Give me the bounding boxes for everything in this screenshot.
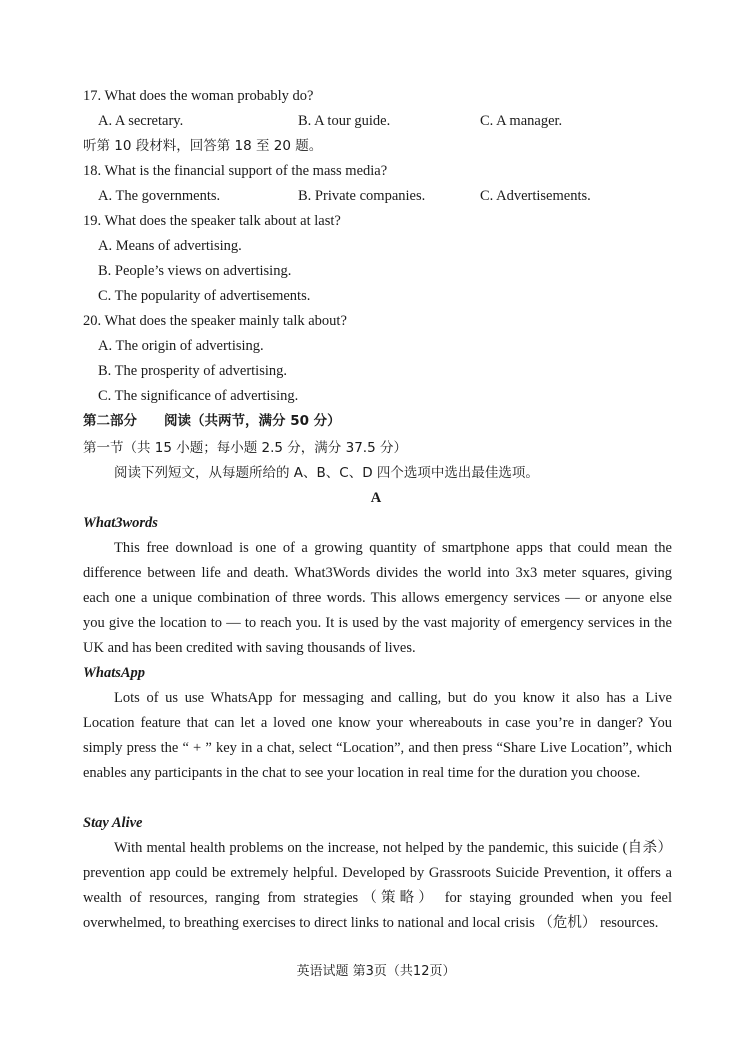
q20-option-b: B. The prosperity of advertising. <box>98 363 288 379</box>
q17-option-a: A. A secretary. <box>98 113 184 129</box>
reading-instruction: 阅读下列短文，从每题所给的 A、B、C、D 四个选项中选出最佳选项。 <box>114 465 539 481</box>
part-two-title: 第二部分 阅读（共两节，满分 50 分） <box>83 413 341 429</box>
app-title-what3words: What3words <box>83 515 158 531</box>
section-one-title: 第一节（共 15 小题；每小题 2.5 分，满分 37.5 分） <box>83 440 407 456</box>
app-body-stay-alive: With mental health problems on the increase, not helped by the pandemic, this suicide (自杀） prevention app could be extremely helpful. Developed by Grassroots Suicide Prevention, it offers a wealth of resources, ranging from strategies（策略） for staying grounded when you feel overwhelmed, to breathing exercises to direct links to national and local crisis （危机） resources. <box>83 840 672 931</box>
q19-option-a: A. Means of advertising. <box>98 238 242 254</box>
passage-label: A <box>370 490 382 506</box>
question-17: 17. What does the woman probably do? <box>83 88 314 104</box>
question-20: 20. What does the speaker mainly talk about? <box>83 313 347 329</box>
q20-option-c: C. The significance of advertising. <box>98 388 299 404</box>
q18-option-c: C. Advertisements. <box>480 188 591 204</box>
question-18: 18. What is the financial support of the mass media? <box>83 163 388 179</box>
app-title-stay-alive: Stay Alive <box>83 815 143 831</box>
q19-option-c: C. The popularity of advertisements. <box>98 288 311 304</box>
section-10-instruction: 听第 10 段材料，回答第 18 至 20 题。 <box>83 138 323 154</box>
question-19: 19. What does the speaker talk about at last? <box>83 213 341 229</box>
page-footer: 英语试题 第3页（共12页） <box>296 964 456 979</box>
app-body-whatsapp: Lots of us use WhatsApp for messaging and calling, but do you know it also has a Live Location feature that can let a loved one know your whereabouts in case you’re in danger? You simply press the “ + ” key in a chat, select “Location”, and then press “Share Live Location”, which enables any participants in the chat to see your location in real time for the duration you choose. <box>83 690 672 781</box>
app-title-whatsapp: WhatsApp <box>83 665 146 681</box>
q17-option-c: C. A manager. <box>480 113 563 129</box>
q18-option-b: B. Private companies. <box>298 188 426 204</box>
q17-option-b: B. A tour guide. <box>298 113 391 129</box>
q19-option-b: B. People’s views on advertising. <box>98 263 292 279</box>
q20-option-a: A. The origin of advertising. <box>98 338 264 354</box>
q18-option-a: A. The governments. <box>98 188 221 204</box>
app-body-what3words: This free download is one of a growing quantity of smartphone apps that could mean the difference between life and death. What3Words divides the world into 3x3 meter squares, giving each one a unique combination of three words. This allows emergency services — or anyone else you give the location to — to reach you. It is used by the vast majority of emergency services in the UK and has been credited with saving thousands of lives. <box>83 540 672 656</box>
